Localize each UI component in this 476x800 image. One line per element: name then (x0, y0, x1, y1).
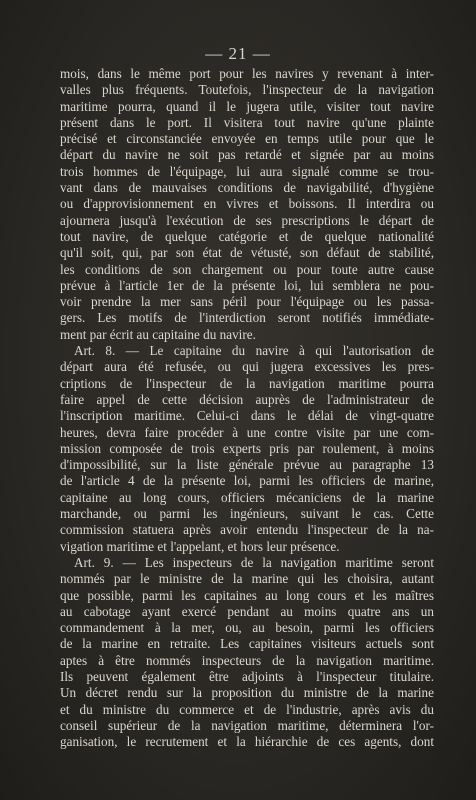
text-line: prévue à l'article 1er de la présente loi, lui semblera ne pou- (60, 277, 434, 293)
text-line: précisé et circonstanciée envoyée en temps utile pour que le (60, 131, 434, 147)
text-line: d'impossibilité, sur la liste générale prévue au paragraphe 13 (60, 457, 434, 473)
text-line: ajournera jusqu'à l'exécution de ses prescriptions le départ de (60, 212, 434, 228)
text-line: commission statuera après avoir entendu l'inspecteur de la na- (60, 522, 434, 538)
text-line: criptions de l'inspecteur de la navigation maritime pourra (60, 375, 434, 391)
text-line: conseil supérieur de la navigation maritime, déterminera l'or- (60, 717, 434, 733)
text-line: les conditions de son chargement ou pour toute autre cause (60, 261, 434, 277)
text-line: vant dans de mauvaises conditions de navigabilité, d'hygiène (60, 180, 434, 196)
text-line: de la marine en retraite. Les capitaines visiteurs actuels sont (60, 636, 434, 652)
text-line: Ils peuvent également être adjoints à l'inspecteur titulaire. (60, 668, 434, 684)
text-line: de l'article 4 de la présente loi, parmi les officiers de marine, (60, 473, 434, 489)
text-line: commandement à la mer, ou, au besoin, parmi les officiers (60, 620, 434, 636)
text-line: et du ministre du commerce et de l'industrie, après avis du (60, 701, 434, 717)
text-line: mois, dans le même port pour les navires y revenant à inter- (60, 66, 434, 81)
text-line: vigation maritime et l'appelant, et hors leur présence. (60, 538, 340, 554)
text-line: aptes à être nommés inspecteurs de la navigation maritime. (60, 652, 434, 668)
page-number: — 21 — (205, 44, 271, 63)
text-line: marchande, ou parmi les ingénieurs, suivant le cas. Cette (60, 506, 434, 522)
text-line: départ du navire ne soit pas retardé et signée par au moins (60, 147, 434, 163)
text-line: faire appel de cette décision auprès de l'administrateur de (60, 391, 434, 407)
text-line: Art. 9. — Les inspecteurs de la navigation maritime seront (74, 554, 434, 570)
text-line: valles plus fréquents. Toutefois, l'inspecteur de la navigation (60, 82, 434, 98)
text-line: départ aura été refusée, ou qui jugera excessives les pres- (60, 359, 434, 375)
text-line: ment par écrit au capitaine du navire. (60, 326, 256, 342)
text-line: nommés par le ministre de la marine qui les choisira, autant (60, 571, 434, 587)
text-line: gers. Les motifs de l'interdiction seront notifiés immédiate- (60, 310, 434, 326)
body-text (60, 66, 434, 750)
text-line: présent dans le port. Il visitera tout navire qu'une plainte (60, 114, 434, 130)
text-line: Art. 8. — Le capitaine du navire à qui l'autorisation de (74, 343, 434, 359)
text-line: heures, devra faire procéder à une contre visite par une com- (60, 424, 434, 440)
text-line: mission composée de trois experts pris par roulement, à moins (60, 440, 434, 456)
text-line: voir prendre la mer sans péril pour l'équipage ou les passa- (60, 294, 434, 310)
text-line: que possible, parmi les capitaines au long cours et les maîtres (60, 587, 434, 603)
text-line: capitaine au long cours, officiers mécaniciens de la marine (60, 489, 434, 505)
text-line: ganisation, le recrutement et la hiérarchie de ces agents, dont (60, 734, 434, 750)
text-line: ou d'approvisionnement en vivres et boissons. Il interdira ou (60, 196, 434, 212)
text-line: qu'il soit, qui, par son état de vétusté, son défaut de stabilité, (60, 245, 434, 261)
text-line: Un décret rendu sur la proposition du ministre de la marine (60, 685, 434, 701)
text-line: l'inscription maritime. Celui-ci dans le délai de vingt-quatre (60, 408, 434, 424)
text-line: maritime pourra, quand il le jugera utile, visiter tout navire (60, 98, 434, 114)
text-line: au cabotage ayant exercé pendant au moins quatre ans un (60, 603, 434, 619)
text-line: trois hommes de l'équipage, lui aura signalé comme se trou- (60, 163, 434, 179)
text-line: tout navire, de quelque catégorie et de quelque nationalité (60, 228, 434, 244)
